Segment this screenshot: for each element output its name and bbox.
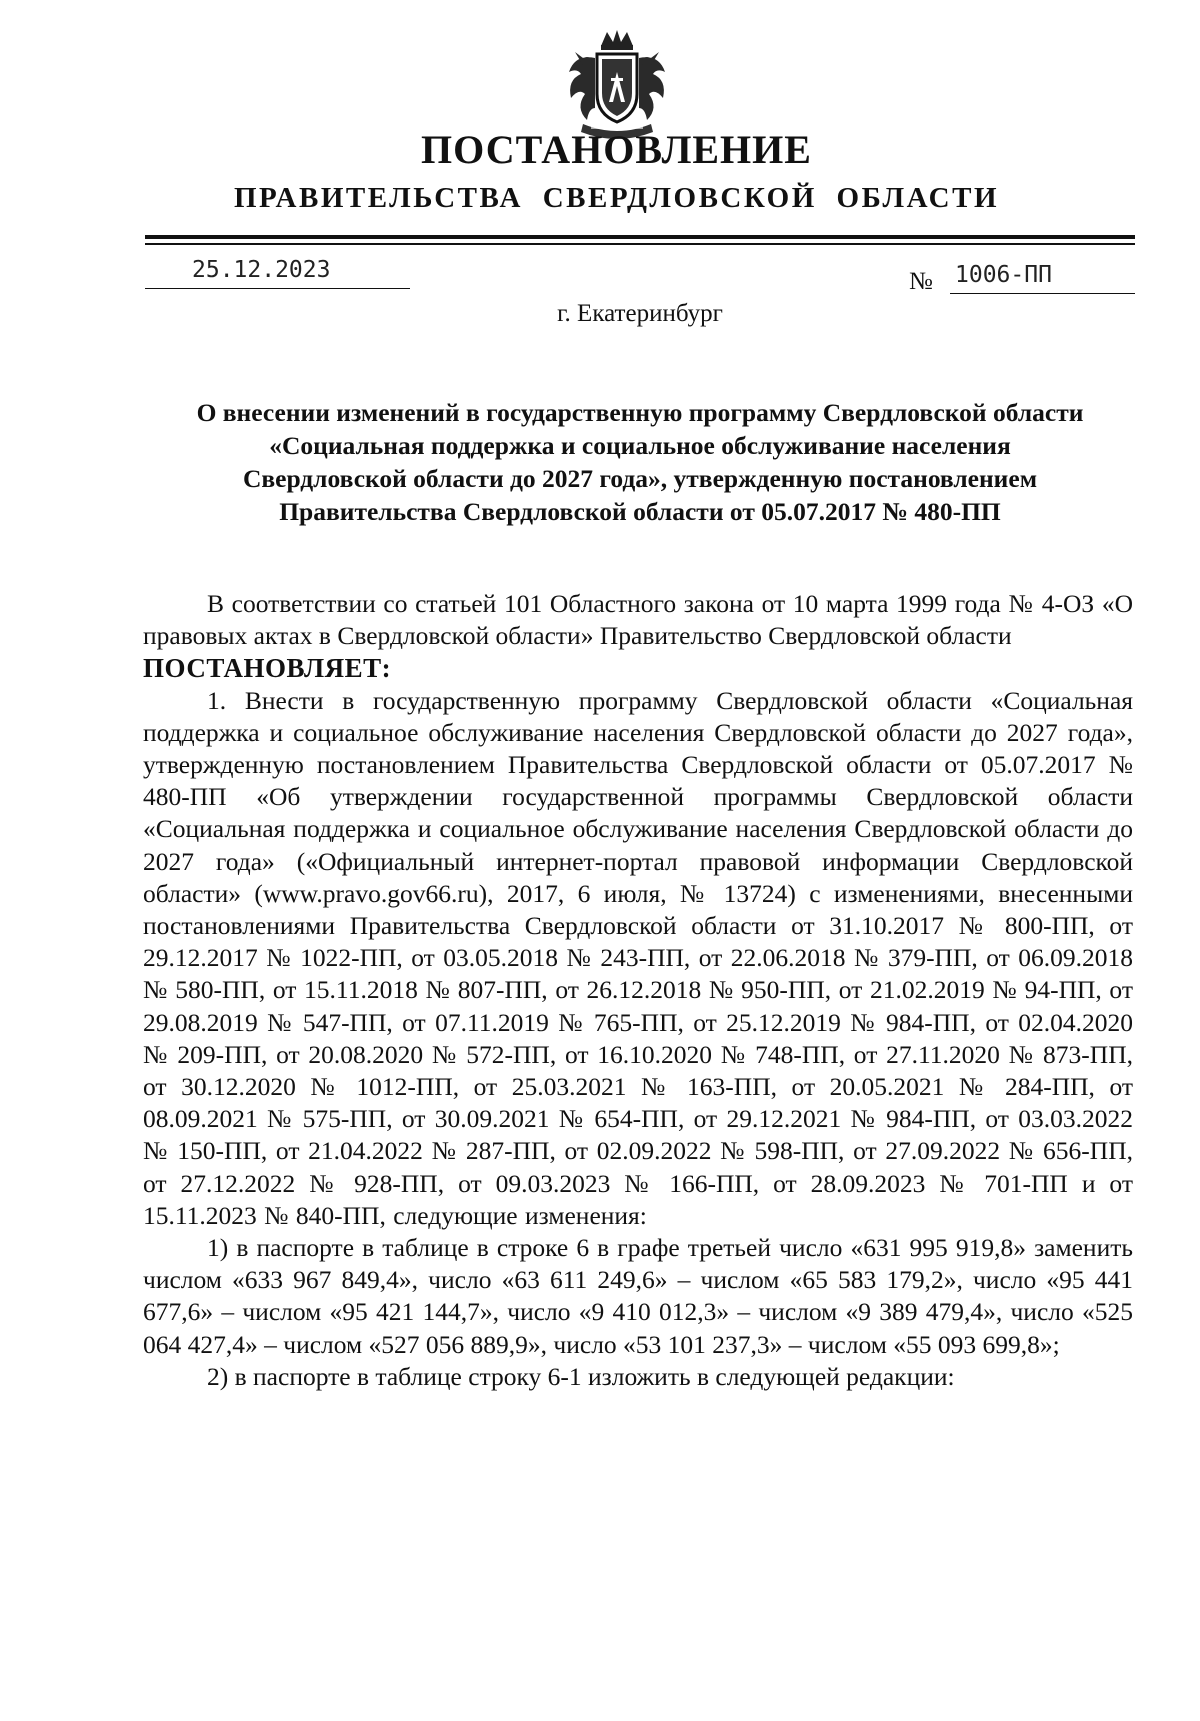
heading-line: «Социальная поддержка и социальное обслуживание населения <box>269 431 1011 460</box>
decree-word: ПОСТАНОВЛЯЕТ: <box>143 653 392 684</box>
heading-line: Правительства Свердловской области от 05.07.2017 № 480-ПП <box>279 497 1001 526</box>
document-subtitle: ПРАВИТЕЛЬСТВА СВЕРДЛОВСКОЙ ОБЛАСТИ <box>233 182 1000 214</box>
document-title: ПОСТАНОВЛЕНИЕ <box>421 127 812 172</box>
number-underline <box>950 293 1135 294</box>
document-body <box>143 588 1133 1393</box>
document-date: 25.12.2023 <box>192 257 331 283</box>
document-heading <box>140 396 1140 528</box>
heading-line: О внесении изменений в государственную программу Свердловской области <box>196 398 1084 427</box>
preamble-paragraph: В соответствии со статьей 101 Областного закона от 10 марта 1999 года № 4-ОЗ «О правовых актах в Свердловской области» Правительство Свердловской области <box>143 589 1133 651</box>
header-rule-thin <box>145 243 1135 245</box>
document-city: г. Екатеринбург <box>557 300 723 327</box>
item-1-paragraph: 1. Внести в государственную программу Свердловской области «Социальная поддержка и социальное обслуживание населения Свердловской области до 2027 года», утвержденную постановлением Правительства Свердловской области от 05.07.2017 № 480-ПП «Об утверждении государственной программы Свердловской области «Социальная поддержка и социальное обслуживание населения Свердловской области до 2027 года» («Официальный интернет-портал правовой информации Свердловской области» (www.pravo.gov66.ru), 2017, 6 июля, № 13724) с изменениями, внесенными постановлениями Правительства Свердловской области от 31.10.2017 № 800-ПП, от 29.12.2017 № 1022-ПП, от 03.05.2018 № 243-ПП, от 22.06.2018 № 379-ПП, от 06.09.2018 № 580-ПП, от 15.11.2018 № 807-ПП, от 26.12.2018 № 950-ПП, от 21.02.2019 № 94-ПП, от 29.08.2019 № 547-ПП, от 07.11.2019 № 765-ПП, от 25.12.2019 № 984-ПП, от 02.04.2020 № 209-ПП, от 20.08.2020 № 572-ПП, от 16.10.2020 № 748-ПП, от 27.11.2020 № 873-ПП, от 30.12.2020 № 1012-ПП, от 25.03.2021 № 163-ПП, от 20.05.2021 № 284-ПП, от 08.09.2021 № 575-ПП, от 30.09.2021 № 654-ПП, от 29.12.2021 № 984-ПП, от 03.03.2022 № 150-ПП, от 21.04.2022 № 287-ПП, от 02.09.2022 № 598-ПП, от 27.09.2022 № 656-ПП, от 27.12.2022 № 928-ПП, от 09.03.2023 № 166-ПП, от 28.09.2023 № 701-ПП и от 15.11.2023 № 840-ПП, следующие изменения: <box>143 685 1133 1230</box>
document-number: 1006-ПП <box>955 262 1052 288</box>
sub-item-2-paragraph: 2) в паспорте в таблице строку 6-1 изложить в следующей редакции: <box>207 1361 955 1391</box>
number-sign: № <box>909 268 933 295</box>
header-rule-thick <box>145 235 1135 239</box>
date-underline <box>145 288 410 289</box>
sub-item-1-paragraph: 1) в паспорте в таблице в строке 6 в графе третьей число «631 995 919,8» заменить числом «633 967 849,4», число «63 611 249,6» – числом «65 583 179,2», число «95 441 677,6» – числом «95 421 144,7», число «9 410 012,3» – числом «9 389 479,4», число «525 064 427,4» – числом «527 056 889,9», число «53 101 237,3» – числом «55 093 699,8»; <box>143 1233 1133 1359</box>
heading-line: Свердловской области до 2027 года», утвержденную постановлением <box>242 464 1038 493</box>
